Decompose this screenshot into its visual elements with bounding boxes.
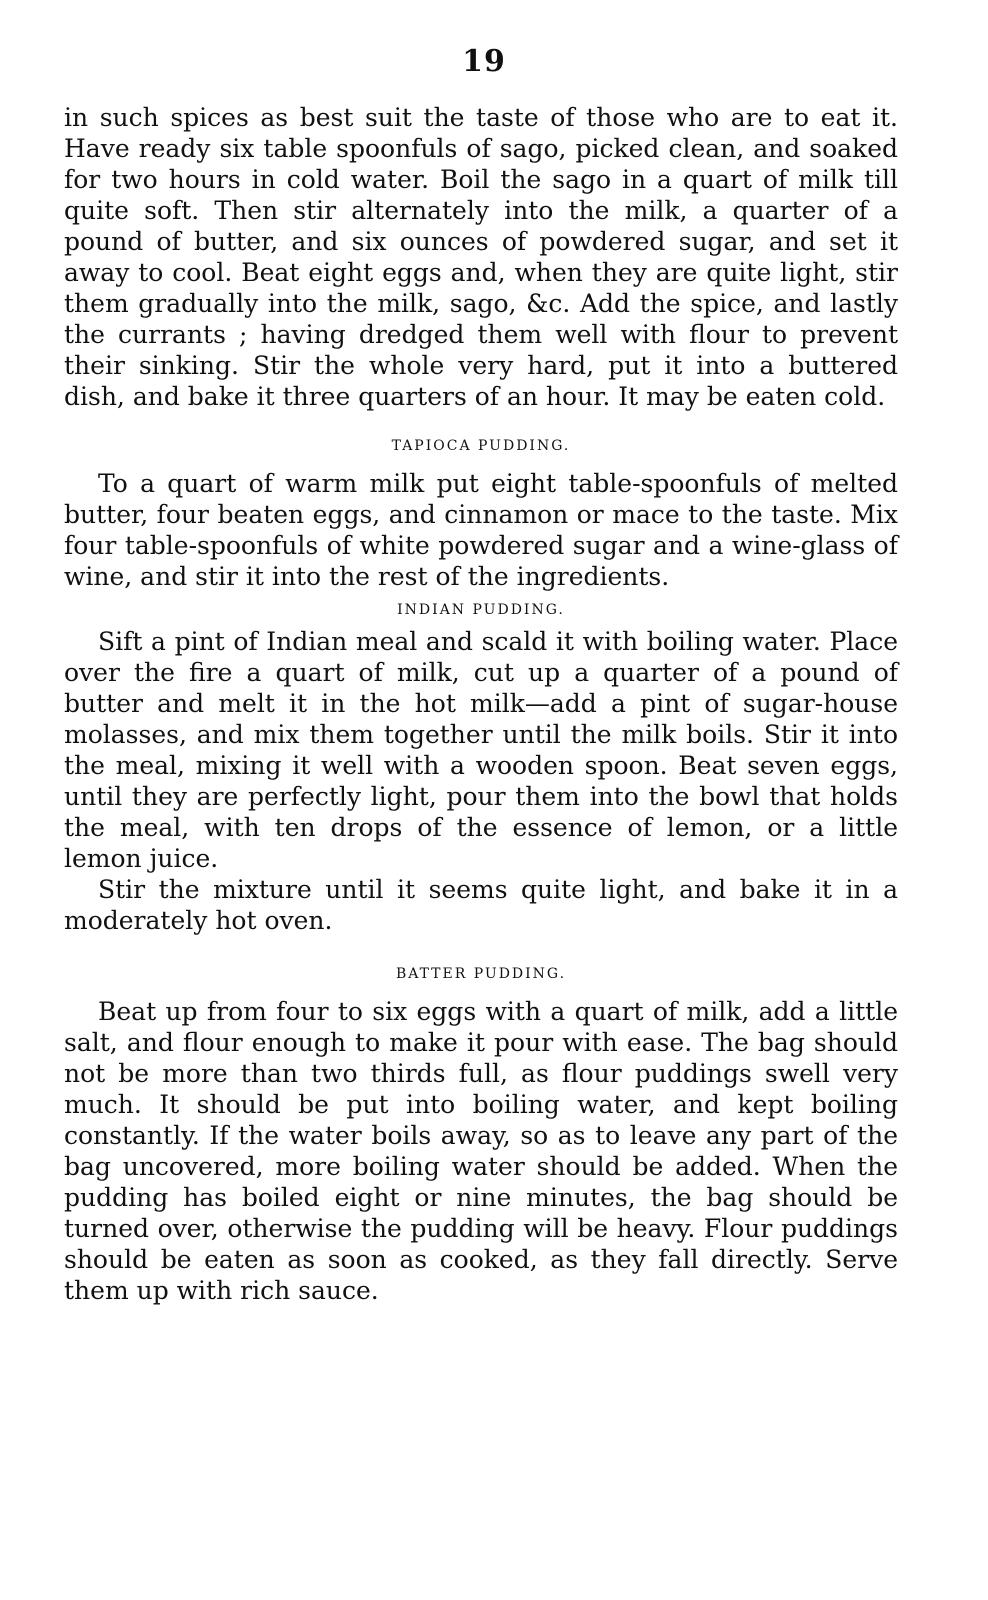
recipe-heading: INDIAN PUDDING. bbox=[397, 602, 565, 618]
recipe-paragraph: Sift a pint of Indian meal and scald it with boiling water. Place over the fire a quart of milk, cut up a quarter of a pound of butter and melt it in the hot milk—add a pint of sugar-house molasses, and mix them together until the milk boils. Stir it into the meal, mixing it well with a wooden spoon. Beat seven eggs, until they are perfectly light, pour them into the bowl that holds the meal, with ten drops of the essence of lemon, or a little lemon juice. bbox=[64, 627, 898, 873]
recipe-indian-pudding bbox=[64, 602, 898, 936]
page-body bbox=[64, 102, 898, 1306]
recipe-paragraph: Beat up from four to six eggs with a quart of milk, add a little salt, and flour enough to make it pour with ease. The bag should not be more than two thirds full, as flour puddings swell very much. It should be put into boiling water, and kept boiling constantly. If the water boils away, so as to leave any part of the bag uncovered, more boiling water should be added. When the pudding has boiled eight or nine minutes, the bag should be turned over, otherwise the pudding will be heavy. Flour puddings should be eaten as soon as cooked, as they fall directly. Serve them up with rich sauce. bbox=[64, 997, 898, 1305]
recipe-heading: BATTER PUDDING. bbox=[395, 966, 567, 982]
recipe-heading: TAPIOCA PUDDING. bbox=[391, 438, 571, 454]
recipe-tapioca-pudding bbox=[64, 438, 898, 592]
recipe-paragraph: To a quart of warm milk put eight table-spoonfuls of melted butter, four beaten eggs, and cinnamon or mace to the taste. Mix four table-spoonfuls of white powdered sugar and a wine-glass of wine, and stir it into the rest of the ingredients. bbox=[64, 469, 898, 591]
recipe-batter-pudding bbox=[64, 966, 898, 1306]
recipe-paragraph: Stir the mixture until it seems quite light, and bake it in a moderately hot oven. bbox=[64, 875, 898, 935]
continuation-paragraph: in such spices as best suit the taste of those who are to eat it. Have ready six table spoonfuls of sago, picked clean, and soaked for two hours in cold water. Boil the sago in a quart of milk till quite soft. Then stir alternately into the milk, a quarter of a pound of butter, and six ounces of powdered sugar, and set it away to cool. Beat eight eggs and, when they are quite light, stir them gradually into the milk, sago, &c. Add the spice, and lastly the currants ; having dredged them well with flour to prevent their sinking. Stir the whole very hard, put it into a buttered dish, and bake it three quarters of an hour. It may be eaten cold. bbox=[64, 103, 898, 411]
page-number: 19 bbox=[462, 44, 506, 79]
recipe-continuation bbox=[64, 102, 898, 412]
